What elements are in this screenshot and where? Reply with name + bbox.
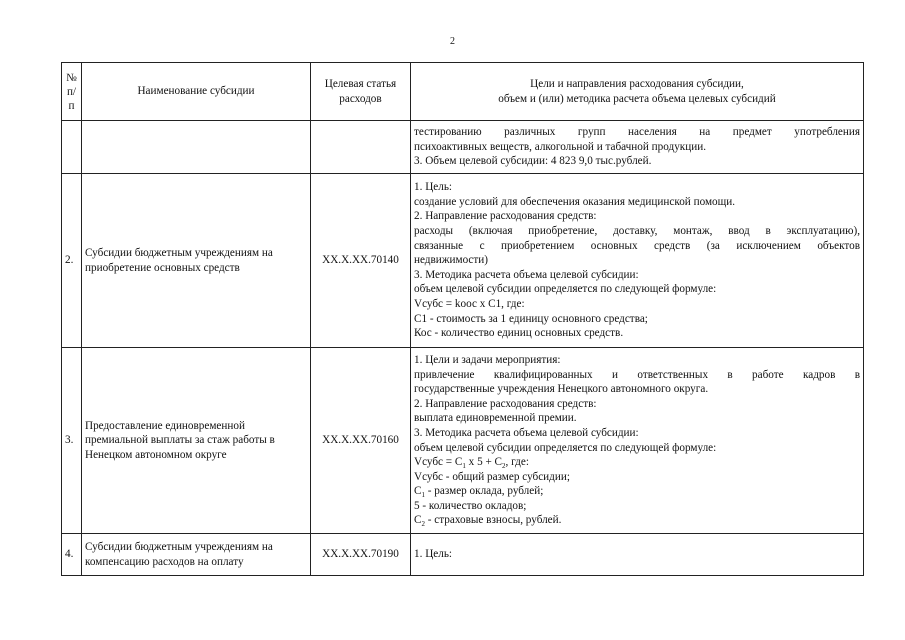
header-subsidy-name: Наименование субсидии — [82, 63, 311, 121]
target-code: XX.X.XX.70140 — [311, 174, 411, 348]
formula-line: Vсубс = $С_1$ x $5 + С_2$, где: — [414, 456, 529, 471]
header-number: № п/ п — [62, 63, 82, 121]
row-number — [62, 121, 82, 174]
row-number: 3. — [62, 348, 82, 534]
table-header-row — [62, 63, 864, 121]
subsidy-description: 1. Цель: — [411, 534, 864, 576]
subsidy-name — [82, 121, 311, 174]
subsidy-name: Предоставление единовременной премиальной выплаты за стаж работы в Ненецком автономном округе — [82, 348, 311, 534]
target-code — [311, 121, 411, 174]
subsidy-description: 1. Цель: создание условий для обеспечения оказания медицинской помощи. 2. Направление расходования средств: расходы (включая приобретение, доставку, монтаж, ввод в эксплуатацию), связанные с приобретением основных средств (за исключением объектов недвижимости) 3. Методика расчета объема целевой субсидии: объем целевой субсидии определяется по следующей формуле: Vсубс = kоос х С1, где: С1 - стоимость за 1 единицу основного средства; Кос - количество единиц основных средств. — [411, 174, 864, 348]
row-number: 2. — [62, 174, 82, 348]
subsidy-table — [61, 62, 864, 576]
target-code: XX.X.XX.70160 — [311, 348, 411, 534]
subsidy-name: Субсидии бюджетным учреждениям на компенсацию расходов на оплату — [82, 534, 311, 576]
row-number: 4. — [62, 534, 82, 576]
table-row — [62, 174, 864, 348]
header-target-code: Целевая статья расходов — [311, 63, 411, 121]
subsidy-description: тестированию различных групп населения на предмет употребления психоактивных веществ, алкогольной и табачной продукции. 3. Объем целевой субсидии: 4 823 9,0 тыс.рублей. — [411, 121, 864, 174]
table-row — [62, 534, 864, 576]
page-number: 2 — [450, 36, 455, 47]
header-purpose: Цели и направления расходования субсидии, объем и (или) методика расчета объема целевых субсидий — [411, 63, 864, 121]
target-code: XX.X.XX.70190 — [311, 534, 411, 576]
subsidy-description: 1. Цели и задачи мероприятия: привлечение квалифицированных и ответственных в работе кадров в государственные учреждения Ненецкого автономного округа. 2. Направление расходования средств: выплата единовременной премии. 3. Методика расчета объема целевой субсидии: объем целевой субсидии определяется по следующей формуле: Vсубс = $С_1$ x $5 + С_2$, где: Vсубс - общий размер субсидии; $С_1$ - размер оклада, рублей; 5 - количество окладов; $С_2$ - страховые взносы, рублей. — [411, 348, 864, 534]
subsidy-name: Субсидии бюджетным учреждениям на приобретение основных средств — [82, 174, 311, 348]
table-row — [62, 121, 864, 174]
table-row — [62, 348, 864, 534]
